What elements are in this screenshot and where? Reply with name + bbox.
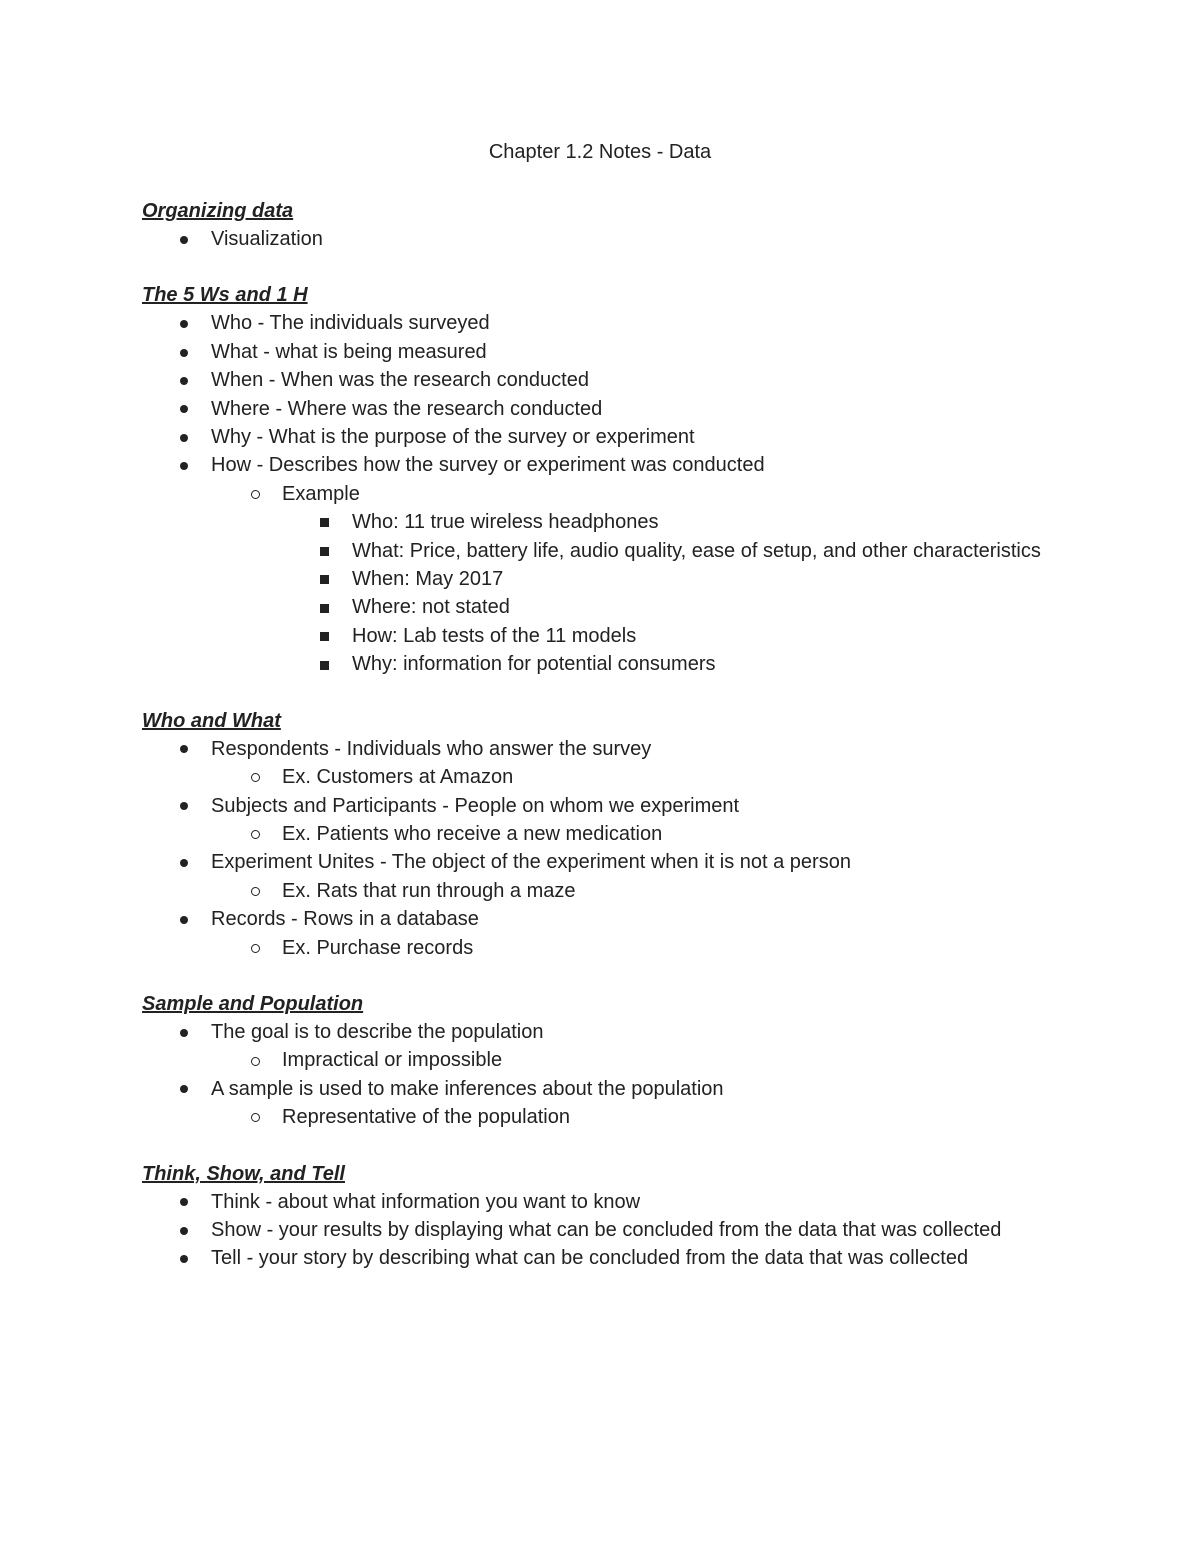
list-item: [142, 537, 1042, 565]
list-item: [142, 1046, 1042, 1074]
list-item: [142, 1216, 1042, 1244]
filled-bullet-icon: [180, 792, 188, 820]
hollow-bullet-icon: [251, 1103, 260, 1131]
list-item: [142, 309, 1042, 337]
filled-bullet-icon: [180, 395, 188, 423]
list-item-text: Respondents - Individuals who answer the survey: [211, 737, 652, 760]
list-item-text: Tell - your story by describing what can be concluded from the data that was collected: [211, 1247, 969, 1270]
filled-bullet-icon: [180, 338, 188, 366]
filled-bullet-icon: [180, 366, 188, 394]
list-item: [142, 423, 1042, 451]
filled-bullet-icon: [180, 905, 188, 933]
list-item-text: Ex. Patients who receive a new medication: [282, 822, 663, 845]
list-item-text: Experiment Unites - The object of the experiment when it is not a person: [211, 851, 851, 874]
filled-bullet-icon: [180, 225, 188, 253]
list-item-text: Who: 11 true wireless headphones: [352, 511, 659, 534]
list-item: [142, 338, 1042, 366]
list-item-text: Example: [282, 482, 360, 505]
filled-bullet-icon: [180, 1244, 188, 1272]
list-item: [142, 508, 1042, 536]
list-item-text: What - what is being measured: [211, 340, 487, 363]
list-item: [142, 1103, 1042, 1131]
list-item: [142, 735, 1042, 763]
hollow-bullet-icon: [251, 1046, 260, 1074]
square-bullet-icon: [320, 537, 329, 565]
bullet-list: [142, 735, 1042, 962]
filled-bullet-icon: [180, 1075, 188, 1103]
list-item: [142, 877, 1042, 905]
section-heading: Sample and Population: [142, 992, 364, 1015]
list-item: [142, 622, 1042, 650]
section-heading: Organizing data: [142, 200, 294, 222]
hollow-bullet-icon: [251, 877, 260, 905]
list-item: [142, 593, 1042, 621]
list-item: [142, 934, 1042, 962]
section: [142, 990, 1042, 1132]
list-item: [142, 763, 1042, 791]
list-item: [142, 395, 1042, 423]
list-item-text: Ex. Purchase records: [282, 936, 474, 959]
section: [142, 707, 1042, 962]
list-item-text: Why - What is the purpose of the survey or experiment: [211, 426, 695, 449]
square-bullet-icon: [320, 565, 329, 593]
list-item: [142, 820, 1042, 848]
sections-container: [142, 197, 1042, 1273]
hollow-bullet-icon: [251, 480, 260, 508]
list-item-text: Visualization: [211, 228, 323, 250]
list-item: [142, 565, 1042, 593]
document-content: [142, 138, 1042, 1301]
list-item-text: Where: not stated: [352, 596, 510, 619]
hollow-bullet-icon: [251, 934, 260, 962]
square-bullet-icon: [320, 508, 329, 536]
section: [142, 1160, 1042, 1273]
filled-bullet-icon: [180, 1018, 188, 1046]
list-item-text: Where - Where was the research conducted: [211, 397, 603, 420]
filled-bullet-icon: [180, 735, 188, 763]
list-item: [142, 848, 1042, 876]
square-bullet-icon: [320, 650, 329, 678]
list-item-text: What: Price, battery life, audio quality, ease of setup, and other characteristics: [352, 539, 1041, 562]
list-item-text: Think - about what information you want to know: [211, 1190, 641, 1213]
square-bullet-icon: [320, 622, 329, 650]
filled-bullet-icon: [180, 1216, 188, 1244]
section: [142, 281, 1042, 678]
section-heading: The 5 Ws and 1 H: [142, 284, 308, 307]
list-item-text: Records - Rows in a database: [211, 908, 479, 931]
list-item: [142, 480, 1042, 508]
list-item: [142, 650, 1042, 678]
list-item-text: The goal is to describe the population: [211, 1020, 544, 1043]
list-item: [142, 1075, 1042, 1103]
list-item-text: Show - your results by displaying what can be concluded from the data that was collected: [211, 1218, 1002, 1241]
list-item-text: Ex. Customers at Amazon: [282, 766, 514, 789]
bullet-list: [142, 225, 1042, 253]
list-item-text: A sample is used to make inferences about the population: [211, 1077, 724, 1100]
filled-bullet-icon: [180, 848, 188, 876]
bullet-list: [142, 309, 1042, 678]
list-item-text: How: Lab tests of the 11 models: [352, 624, 637, 647]
filled-bullet-icon: [180, 451, 188, 479]
filled-bullet-icon: [180, 423, 188, 451]
list-item-text: How - Describes how the survey or experiment was conducted: [211, 454, 765, 477]
square-bullet-icon: [320, 593, 329, 621]
list-item-text: Subjects and Participants - People on whom we experiment: [211, 794, 740, 817]
section: [142, 197, 1042, 253]
list-item-text: Ex. Rats that run through a maze: [282, 879, 576, 902]
list-item: [142, 1018, 1042, 1046]
bullet-list: [142, 1188, 1042, 1273]
filled-bullet-icon: [180, 309, 188, 337]
list-item-text: Why: information for potential consumers: [352, 653, 716, 676]
filled-bullet-icon: [180, 1188, 188, 1216]
section-heading: Think, Show, and Tell: [142, 1162, 345, 1185]
list-item-text: Who - The individuals surveyed: [211, 312, 490, 335]
list-item-text: Impractical or impossible: [282, 1049, 503, 1072]
bullet-list: [142, 1018, 1042, 1132]
list-item: [142, 792, 1042, 820]
list-item-text: Representative of the population: [282, 1106, 570, 1129]
list-item: [142, 905, 1042, 933]
list-item-text: When: May 2017: [352, 568, 504, 591]
list-item: [142, 1244, 1042, 1272]
list-item: [142, 225, 1042, 253]
list-item: [142, 451, 1042, 479]
list-item: [142, 366, 1042, 394]
hollow-bullet-icon: [251, 763, 260, 791]
hollow-bullet-icon: [251, 820, 260, 848]
list-item: [142, 1188, 1042, 1216]
page-title: Chapter 1.2 Notes - Data: [488, 141, 712, 163]
list-item-text: When - When was the research conducted: [211, 369, 589, 392]
section-heading: Who and What: [142, 709, 281, 732]
